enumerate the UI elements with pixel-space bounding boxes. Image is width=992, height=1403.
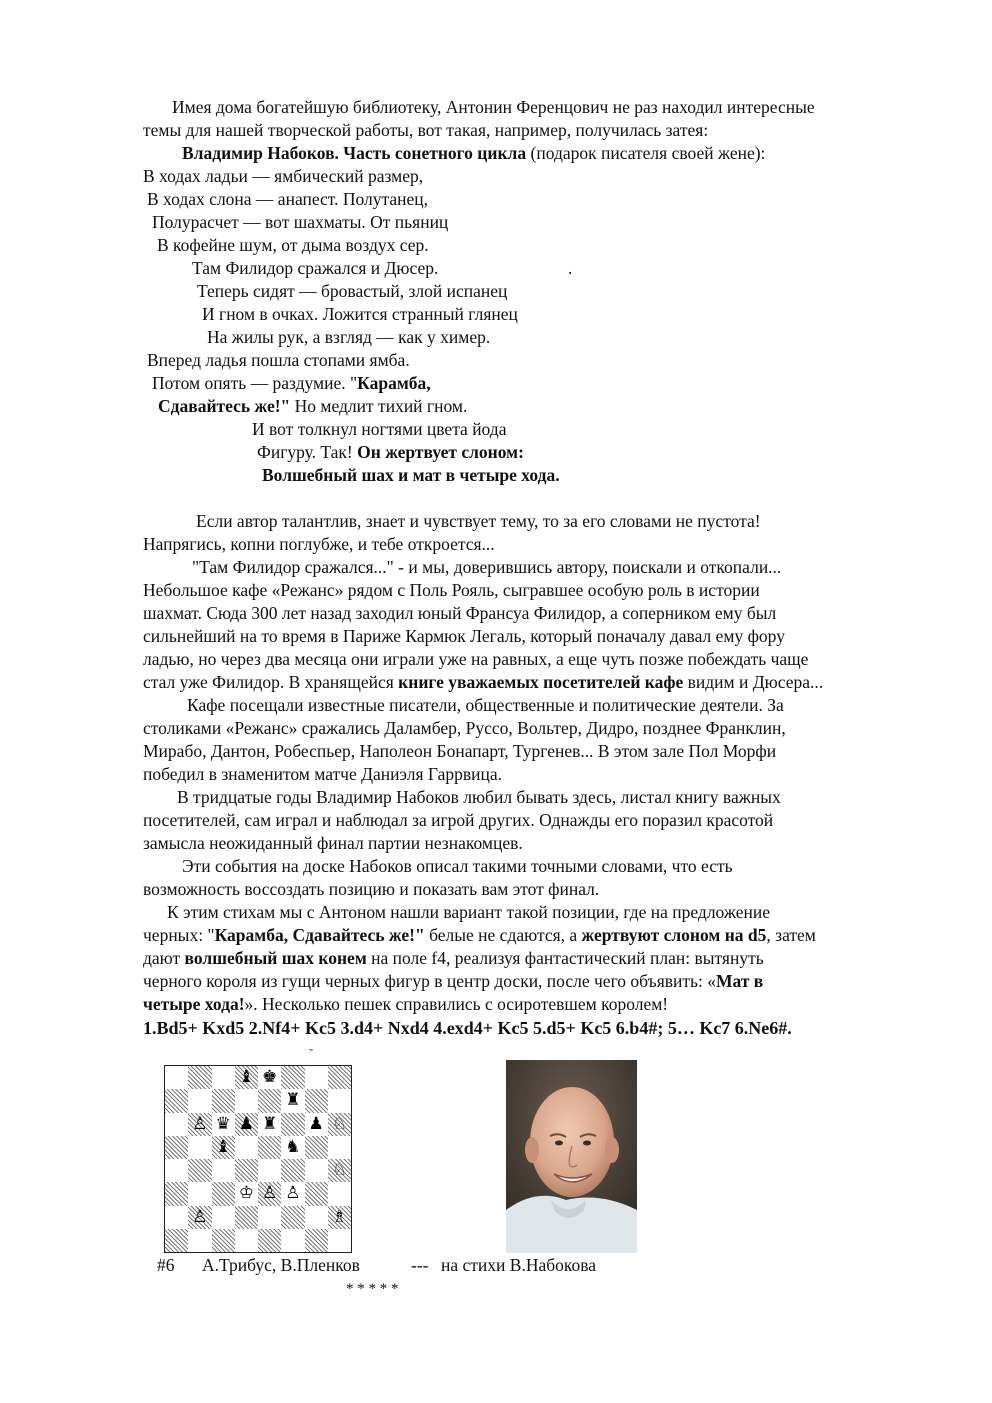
poem-line-14: Волшебный шах и мат в четыре хода.	[262, 465, 560, 485]
board-square-a6	[165, 1113, 188, 1136]
board-square-c7	[212, 1089, 235, 1112]
board-square-c8	[212, 1066, 235, 1089]
para-2-line-6-bold: книге уважаемых посетителей кафе	[398, 672, 684, 692]
board-square-f4	[281, 1159, 304, 1182]
board-square-b7	[188, 1089, 211, 1112]
para-4-line-1: В тридцатые годы Владимир Набоков любил бывать здесь, листал книгу важных	[177, 787, 781, 807]
poem-line-10-text: Потом опять — раздумие. "	[152, 373, 358, 393]
para-2-line-4: сильнейший на то время в Париже Кармюк Легаль, который поначалу давал ему фору	[143, 626, 785, 646]
para-3-line-4: победил в знаменитом матче Даниэля Гаррвица.	[143, 764, 502, 784]
board-square-a7	[165, 1089, 188, 1112]
board-square-h7	[328, 1089, 351, 1112]
board-square-b5	[188, 1136, 211, 1159]
board-square-d2	[235, 1206, 258, 1229]
para-6-line-2-sacrifice: жертвуют слоном на d5	[581, 925, 767, 945]
board-square-h5	[328, 1136, 351, 1159]
chess-piece: ♔	[238, 1183, 254, 1204]
board-square-c1	[212, 1229, 235, 1252]
poem-line-13-text: Фигуру. Так!	[257, 442, 358, 462]
chess-piece: ♝	[238, 1067, 254, 1088]
para-2-line-1: "Там Филидор сражался..." - и мы, доверившись автору, поискали и откопали...	[192, 557, 782, 577]
board-square-e4	[258, 1159, 281, 1182]
chess-piece: ♘	[331, 1160, 347, 1181]
para-6-line-5-text: ». Несколько пешек справились с осиротевшем королем!	[244, 994, 669, 1014]
board-square-g6	[305, 1113, 328, 1136]
board-square-g7	[305, 1089, 328, 1112]
author-photo	[506, 1060, 637, 1253]
para-1-line-1: Если автор талантлив, знает и чувствует тему, то за его словами не пустота!	[196, 511, 761, 531]
para-2-line-2: Небольшое кафе «Режанс» рядом с Поль Рояль, сыгравшее особую роль в истории	[143, 580, 760, 600]
para-6-line-2-a: черных: "	[143, 925, 215, 945]
poem-line-1: В ходах ладьи — ямбический размер,	[143, 166, 424, 186]
para-6-line-3	[143, 947, 764, 970]
chess-piece: ♛	[215, 1113, 231, 1134]
board-square-a3	[165, 1182, 188, 1205]
chess-piece: ♜	[285, 1090, 301, 1111]
board-square-d4	[235, 1159, 258, 1182]
board-square-h2	[328, 1206, 351, 1229]
board-square-b6	[188, 1113, 211, 1136]
board-square-b3	[188, 1182, 211, 1205]
board-square-d5	[235, 1136, 258, 1159]
chess-piece: ♜	[262, 1113, 278, 1134]
caption-dashes: ---	[411, 1255, 429, 1275]
poem-line-7: И гном в очках. Ложится странный глянец	[202, 304, 518, 324]
para-6-line-5	[143, 993, 668, 1016]
chess-piece: ♞	[285, 1136, 301, 1157]
chess-piece: ♟	[308, 1113, 324, 1134]
board-square-b1	[188, 1229, 211, 1252]
board-square-h6	[328, 1113, 351, 1136]
para-2-line-6-text-c: видим и Дюсера...	[683, 672, 824, 692]
para-2-line-5: ладью, но через два месяца они играли уже на равных, а еще чуть позже побеждать чаще	[143, 649, 809, 669]
poem-line-5-dot: .	[568, 258, 573, 278]
chess-piece: ♘	[331, 1113, 347, 1134]
board-square-h4	[328, 1159, 351, 1182]
poem-line-10	[152, 372, 431, 395]
board-square-f8	[281, 1066, 304, 1089]
para-2-line-6-text-a: стал уже Филидор. В хранящейся	[143, 672, 399, 692]
board-square-f2	[281, 1206, 304, 1229]
poem-line-11	[158, 395, 467, 418]
poem-line-11-text: Но медлит тихий гном.	[290, 396, 468, 416]
board-square-f6	[281, 1113, 304, 1136]
board-square-c3	[212, 1182, 235, 1205]
board-square-d6	[235, 1113, 258, 1136]
board-square-a2	[165, 1206, 188, 1229]
board-square-g5	[305, 1136, 328, 1159]
para-4-line-3: замысла неожиданный финал партии незнакомцев.	[143, 833, 523, 853]
board-square-e6	[258, 1113, 281, 1136]
board-square-e2	[258, 1206, 281, 1229]
solution-moves: 1.Bd5+ Kxd5 2.Nf4+ Kc5 3.d4+ Nxd4 4.exd4+ Kc5 5.d5+ Kc5 6.b4#; 5… Kc7 6.Ne6#.	[143, 1018, 792, 1038]
board-square-f5	[281, 1136, 304, 1159]
chess-piece: ♙	[192, 1113, 208, 1134]
poem-heading-title: Владимир Набоков. Часть сонетного цикла	[182, 143, 527, 163]
board-square-a1	[165, 1229, 188, 1252]
board-square-a4	[165, 1159, 188, 1182]
para-1-line-2: Напрягись, копни поглубже, и тебе откроется...	[143, 534, 495, 554]
board-square-f3	[281, 1182, 304, 1205]
board-square-e5	[258, 1136, 281, 1159]
para-5-line-1: Эти события на доске Набоков описал такими точными словами, что есть	[182, 856, 733, 876]
board-square-e1	[258, 1229, 281, 1252]
caption-note: на стихи В.Набокова	[441, 1255, 597, 1275]
poem-line-4: В кофейне шум, от дыма воздух сер.	[157, 235, 429, 255]
board-square-e3	[258, 1182, 281, 1205]
para-4-line-2: посетителей, сам играл и наблюдал за игрой других. Однажды его поразил красотой	[143, 810, 774, 830]
board-square-d7	[235, 1089, 258, 1112]
board-square-e7	[258, 1089, 281, 1112]
poem-line-2: В ходах слона — анапест. Полутанец,	[147, 189, 429, 209]
poem-line-10-bold: Карамба,	[357, 373, 431, 393]
board-square-d8	[235, 1066, 258, 1089]
para-3-line-3: Мирабо, Дантон, Робеспьер, Наполеон Бонапарт, Тургенев... В этом зале Пол Морфи	[143, 741, 777, 761]
poem-line-11-bold: Сдавайтесь же!"	[158, 396, 291, 416]
board-square-g2	[305, 1206, 328, 1229]
para-3-line-2: столиками «Режанс» сражались Даламбер, Руссо, Вольтер, Дидро, позднее Франклин,	[143, 718, 786, 738]
poem-line-12: И вот толкнул ногтями цвета йода	[252, 419, 507, 439]
board-square-h3	[328, 1182, 351, 1205]
intro-line-2: темы для нашей творческой работы, вот такая, например, получилась затея:	[143, 120, 709, 140]
board-square-g1	[305, 1229, 328, 1252]
diagram-authors: А.Трибус, В.Пленков	[202, 1255, 360, 1275]
diagram-number: #6	[157, 1255, 175, 1275]
para-2-line-3: шахмат. Сюда 300 лет назад заходил юный Франсуа Филидор, а соперником ему был	[143, 603, 777, 623]
poem-line-13	[257, 441, 524, 464]
board-square-c5	[212, 1136, 235, 1159]
board-square-h8	[328, 1066, 351, 1089]
portrait-image	[506, 1060, 637, 1253]
poem-line-5: Там Филидор сражался и Дюсер.	[192, 258, 439, 278]
board-square-c2	[212, 1206, 235, 1229]
para-6-line-5-bold: четыре хода!	[143, 994, 245, 1014]
para-3-line-1: Кафе посещали известные писатели, общественные и политические деятели. За	[187, 695, 784, 715]
board-square-a5	[165, 1136, 188, 1159]
board-square-g3	[305, 1182, 328, 1205]
chess-diagram	[164, 1065, 352, 1253]
board-square-a8	[165, 1066, 188, 1089]
board-square-b8	[188, 1066, 211, 1089]
para-6-line-4-bold: Мат в	[716, 971, 764, 991]
poem-line-9: Вперед ладья пошла стопами ямба.	[147, 350, 410, 370]
board-square-g4	[305, 1159, 328, 1182]
para-6-line-2-e: , затем	[766, 925, 816, 945]
board-square-d3	[235, 1182, 258, 1205]
para-6-line-2-c: белые не сдаются, а	[424, 925, 582, 945]
para-6-line-3-check: волшебный шах конем	[184, 948, 367, 968]
board-square-b4	[188, 1159, 211, 1182]
chess-piece: ♙	[192, 1206, 208, 1227]
diagram-tick: ˜	[309, 1046, 313, 1060]
para-6-line-2-quote: Карамба, Сдавайтесь же!"	[214, 925, 425, 945]
poem-heading-note: (подарок писателя своей жене):	[526, 143, 766, 163]
board-square-c6	[212, 1113, 235, 1136]
para-6-line-1: К этим стихам мы с Антоном нашли вариант такой позиции, где на предложение	[167, 902, 770, 922]
board-square-f7	[281, 1089, 304, 1112]
para-6-line-4	[143, 970, 763, 993]
chess-piece: ♙	[262, 1183, 278, 1204]
board-square-h1	[328, 1229, 351, 1252]
board-square-g8	[305, 1066, 328, 1089]
poem-line-8: На жилы рук, а взгляд — как у химер.	[207, 327, 491, 347]
board-square-f1	[281, 1229, 304, 1252]
para-6-line-3-a: дают	[143, 948, 185, 968]
para-6-line-4-text: черного короля из гущи черных фигур в центр доски, после чего объявить: «	[143, 971, 716, 991]
board-square-e8	[258, 1066, 281, 1089]
chess-piece: ♚	[262, 1067, 278, 1088]
para-5-line-2: возможность воссоздать позицию и показать вам этот финал.	[143, 879, 600, 899]
para-2-line-6	[143, 671, 823, 694]
poem-line-6: Теперь сидят — бровастый, злой испанец	[197, 281, 508, 301]
section-divider-stars: * * * * *	[346, 1281, 399, 1297]
poem-heading	[182, 142, 765, 165]
board-square-b2	[188, 1206, 211, 1229]
board-square-d1	[235, 1229, 258, 1252]
chess-piece: ♗	[331, 1206, 347, 1227]
chess-piece: ♙	[285, 1183, 301, 1204]
poem-line-13-bold: Он жертвует слоном:	[357, 442, 524, 462]
poem-line-3: Полурасчет — вот шахматы. От пьяниц	[152, 212, 449, 232]
chess-piece: ♝	[215, 1136, 231, 1157]
para-6-line-3-c: на поле f4, реализуя фантастический план: вытянуть	[366, 948, 764, 968]
chess-piece: ♟	[238, 1113, 254, 1134]
board-square-c4	[212, 1159, 235, 1182]
para-6-line-2	[143, 924, 816, 947]
intro-line-1: Имея дома богатейшую библиотеку, Антонин Ференцович не раз находил интересные	[172, 97, 815, 117]
